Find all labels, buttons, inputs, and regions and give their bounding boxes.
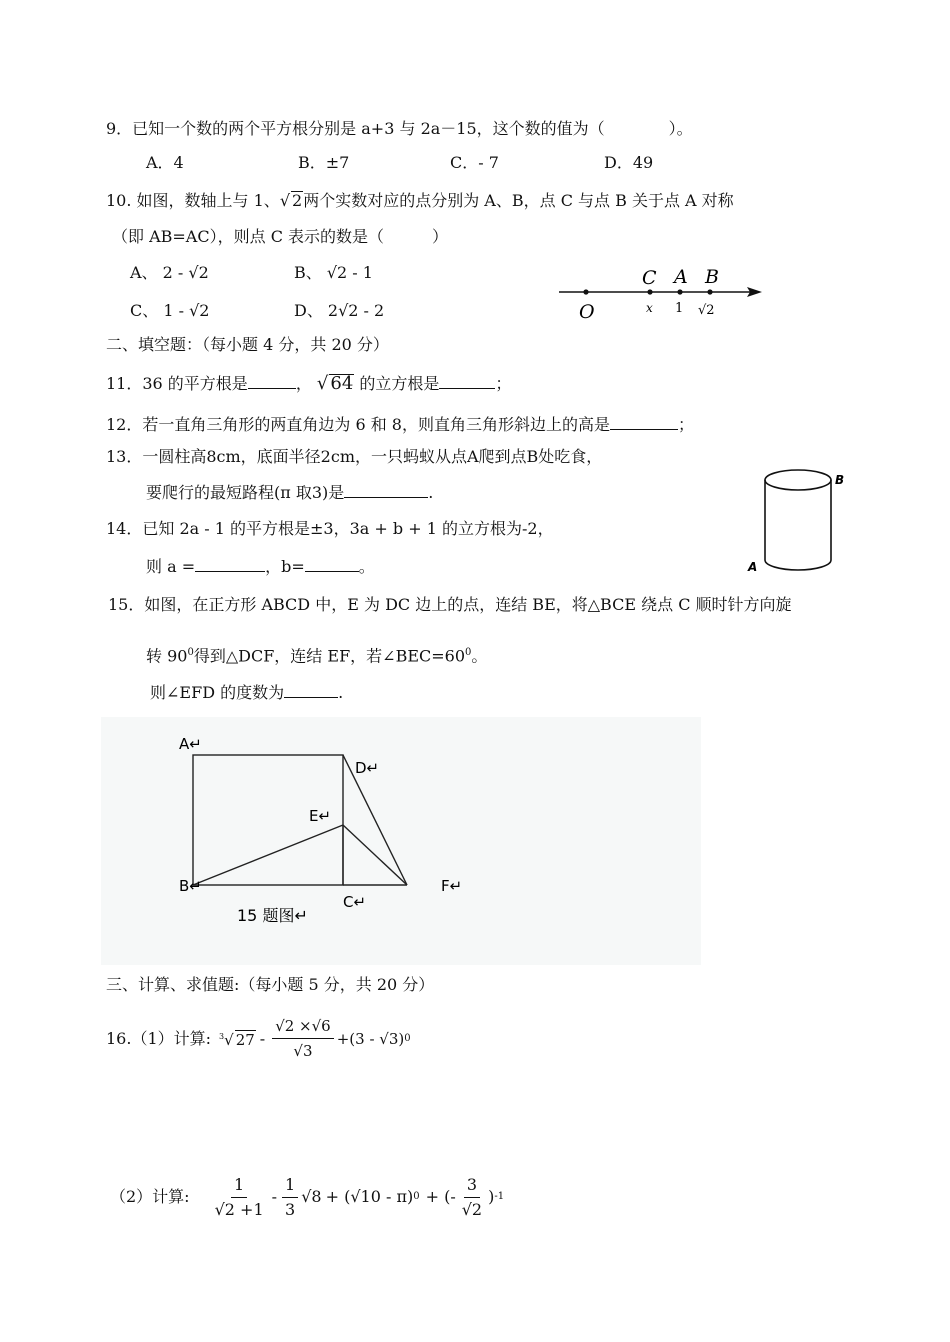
q12: 12．若一直角三角形的两直角边为 6 和 8，则直角三角形斜边上的高是 ； [106, 415, 694, 434]
q10-stem: 10. 如图，数轴上与 1、√ 2两个实数对应的点分别为 A、B，点 C 与点 B 关于点 A 对称 [106, 191, 734, 210]
label-c: C [642, 267, 657, 289]
point-b [707, 289, 712, 294]
tick-sqrt2: √2 [698, 303, 715, 318]
fig-label-f: F↵ [441, 877, 463, 895]
q9-option-b: B．±7 [298, 153, 350, 172]
fig-label-e: E↵ [309, 807, 332, 825]
q10-stem-line2: （即 AB=AC），则点 C 表示的数是（ ） [112, 227, 449, 246]
q15-line1: 15．如图，在正方形 ABCD 中，E 为 DC 边上的点，连结 BE，将△BCE 绕点 C 顺时针方向旋 [108, 595, 792, 614]
q14-line1: 14．已知 2a - 1 的平方根是±3，3a + b + 1 的立方根为-2， [106, 519, 554, 538]
section-2-heading: 二、填空题：（每小题 4 分，共 20 分） [106, 335, 389, 354]
section-3-heading: 三、计算、求值题:（每小题 5 分，共 20 分） [106, 975, 435, 994]
point-c [647, 289, 652, 294]
q9-stem: 9．已知一个数的两个平方根分别是 a+3 与 2a－15，这个数的值为（ ）。 [106, 119, 693, 138]
q13-line1: 13．一圆柱高8cm，底面半径2cm，一只蚂蚁从点A爬到点B处吃食， [106, 447, 603, 466]
q15-line3: 则∠EFD 的度数为 . [150, 683, 344, 702]
cylinder-label-b: B [835, 473, 845, 487]
label-o: O [579, 301, 595, 323]
origin-point [583, 289, 588, 294]
q11: 11．36 的平方根是 ， √ 64 的立方根是 ； [106, 373, 512, 394]
fig-label-b: B↵ [179, 877, 202, 895]
square-rotation-figure [101, 717, 701, 965]
label-b: B [705, 266, 719, 288]
tick-x: x [646, 301, 653, 315]
fig-label-d: D↵ [355, 759, 380, 777]
q16-part2: （2）计算: $\frac{1}{√2 +1}$ - $\frac{1}{3}$ √8 + (√10 - π) 0 + (- $\frac{3}{√2}$ ) -1 [110, 1174, 505, 1219]
point-a [677, 289, 682, 294]
q10-option-c: C、 1 - √2 [130, 301, 210, 320]
cylinder-label-a: A [748, 560, 758, 574]
fig-label-a: A↵ [179, 735, 202, 753]
q15-line2: 转 $90^0$得到△DCF，连结 EF，若$\angle BEC=60^0$。 [146, 646, 488, 666]
number-line-figure [555, 262, 770, 324]
q13-line2: 要爬行的最短路程(π 取3)是 . [146, 483, 434, 502]
q9-option-c: C．- 7 [450, 153, 499, 172]
q9-option-d: D．49 [604, 153, 654, 172]
label-a: A [674, 266, 688, 288]
q10-option-d: D、 2√2 - 2 [294, 301, 385, 320]
q9-option-a: A．4 [146, 153, 184, 172]
fig-label-c: C↵ [343, 893, 367, 911]
fig-caption: 15 题图↵ [237, 906, 308, 925]
q16-part1: 16.（1）计算: $^3$√ 27 - $\frac{√2 \times√6}{√3}$ +(3 - √3) 0 [106, 1017, 411, 1060]
cylinder-figure [745, 462, 855, 577]
q10-option-a: A、 2 - √2 [130, 263, 209, 282]
q14-line2: 则 a = ，b= 。 [146, 557, 375, 576]
q10-option-b: B、 √2 - 1 [294, 263, 373, 282]
tick-1: 1 [675, 301, 684, 316]
